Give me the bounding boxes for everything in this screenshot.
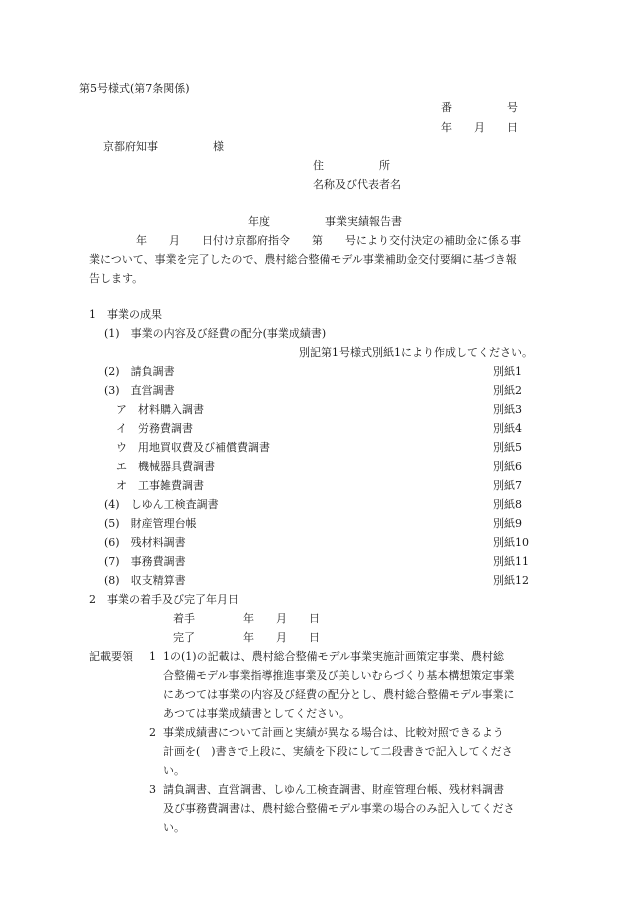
note-1-line: 1の(1)の記載は、農村総合整備モデル事業実施計画策定事業、農村総 <box>163 650 505 663</box>
note-3-line: い。 <box>163 821 185 834</box>
item-sheet: 別紙12 <box>493 574 529 587</box>
start-date-blank: 年 月 日 <box>243 612 320 625</box>
item-label: (6) 残材料調書 <box>104 536 186 549</box>
item-sheet: 別紙1 <box>493 365 522 378</box>
section2-heading: 2 事業の着手及び完了年月日 <box>89 593 239 606</box>
start-label: 着手 <box>173 612 195 625</box>
item-label: エ 機械器具費調書 <box>116 460 215 473</box>
intro-line-3: 告します。 <box>89 272 144 285</box>
item-sheet: 別紙11 <box>493 555 529 568</box>
intro-line-2: 業について、事業を完了したので、農村総合整備モデル事業補助金交付要綱に基づき報 <box>89 253 517 266</box>
note-3-line: 請負調書、直営調書、しゆん工検査調書、財産管理台帳、残材料調書 <box>163 783 504 796</box>
item-label: ア 材料購入調書 <box>116 403 204 416</box>
item-sheet: 別紙6 <box>493 460 522 473</box>
document-title: 年度 事業実績報告書 <box>248 215 402 228</box>
end-date-blank: 年 月 日 <box>243 631 320 644</box>
item-sheet: 別紙10 <box>493 536 529 549</box>
item-sheet: 別紙3 <box>493 403 522 416</box>
item-sheet: 別紙8 <box>493 498 522 511</box>
item-label: イ 労務費調書 <box>116 422 193 435</box>
notes-heading: 記載要領 <box>89 650 133 663</box>
form-id: 第5号様式(第7条関係) <box>79 82 190 95</box>
item-sheet: 別紙5 <box>493 441 522 454</box>
address-label: 住 所 <box>313 159 390 172</box>
note-1-line: にあつては事業の内容及び経費の配分とし、農村総合整備モデル事業に <box>163 688 515 701</box>
item-label: (5) 財産管理台帳 <box>104 517 197 530</box>
item-label: (7) 事務費調書 <box>104 555 186 568</box>
item-sheet: 別紙2 <box>493 384 522 397</box>
item-sheet: 別紙7 <box>493 479 522 492</box>
item1-note: 別記第1号様式別紙1により作成してください。 <box>299 346 533 359</box>
date-label: 年 月 日 <box>441 121 518 134</box>
note-2-number: 2 <box>149 726 156 739</box>
item-sheet: 別紙9 <box>493 517 522 530</box>
name-label: 名称及び代表者名 <box>313 178 401 191</box>
item-label: (4) しゆん工検査調書 <box>104 498 219 511</box>
item1-label: (1) 事業の内容及び経費の配分(事業成績書) <box>104 327 327 340</box>
note-1-line: あつては事業成績書としてください。 <box>163 707 350 720</box>
section1-heading: 1 事業の成果 <box>89 308 162 321</box>
note-1-line: 合整備モデル事業指導推進事業及び美しいむらづくり基本構想策定事業 <box>163 669 515 682</box>
intro-line-1: 年 月 日付け京都府指令 第 号により交付決定の補助金に係る事 <box>136 234 521 247</box>
item-label: (2) 請負調書 <box>104 365 175 378</box>
item-sheet: 別紙4 <box>493 422 522 435</box>
note-2-line: い。 <box>163 764 185 777</box>
item-label: ウ 用地買収費及び補償費調書 <box>116 441 270 454</box>
note-3-line: 及び事務費調書は、農村総合整備モデル事業の場合のみ記入してくださ <box>163 802 515 815</box>
note-2-line: 事業成績書について計画と実績が異なる場合は、比較対照できるよう <box>163 726 504 739</box>
item-label: (3) 直営調書 <box>104 384 175 397</box>
number-label: 番 号 <box>441 101 518 114</box>
note-2-line: 計画を( )書きで上段に、実績を下段にして二段書きで記入してくださ <box>163 745 513 758</box>
note-1-number: 1 <box>149 650 156 663</box>
item-label: オ 工事雑費調書 <box>116 479 204 492</box>
end-label: 完了 <box>173 631 195 644</box>
item-label: (8) 収支精算書 <box>104 574 186 587</box>
note-3-number: 3 <box>149 783 156 796</box>
addressee: 京都府知事 様 <box>103 140 224 153</box>
